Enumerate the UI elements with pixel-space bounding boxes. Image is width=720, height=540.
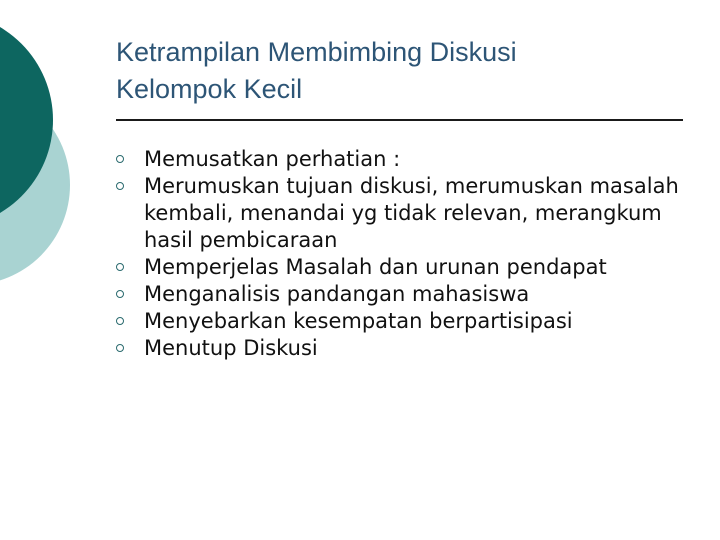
hollow-circle-bullet-icon bbox=[116, 263, 124, 271]
title-divider bbox=[116, 119, 683, 121]
hollow-circle-bullet-icon bbox=[116, 155, 124, 163]
bullet-text: Merumuskan tujuan diskusi, merumuskan masalah kembali, menandai yg tidak relevan, merangkum hasil pembicaraan bbox=[144, 174, 679, 252]
bullet-item bbox=[112, 254, 692, 281]
decorative-circles bbox=[0, 0, 120, 300]
bullet-item bbox=[112, 173, 692, 254]
bullet-list bbox=[112, 146, 692, 362]
bullet-text: Menyebarkan kesempatan berpartisipasi bbox=[144, 309, 573, 333]
hollow-circle-bullet-icon bbox=[116, 317, 124, 325]
bullet-text: Memperjelas Masalah dan urunan pendapat bbox=[144, 255, 607, 279]
title-line-2: Kelompok Kecil bbox=[116, 74, 303, 104]
bullet-text: Menganalisis pandangan mahasiswa bbox=[144, 282, 530, 306]
title-line-1: Ketrampilan Membimbing Diskusi bbox=[116, 37, 517, 67]
bullet-text: Menutup Diskusi bbox=[144, 336, 318, 360]
bullet-item bbox=[112, 146, 692, 173]
slide-title bbox=[116, 34, 676, 108]
bullet-item bbox=[112, 308, 692, 335]
bullet-item bbox=[112, 335, 692, 362]
hollow-circle-bullet-icon bbox=[116, 344, 124, 352]
bullet-item bbox=[112, 281, 692, 308]
bullet-text: Memusatkan perhatian : bbox=[144, 147, 401, 171]
hollow-circle-bullet-icon bbox=[116, 182, 124, 190]
hollow-circle-bullet-icon bbox=[116, 290, 124, 298]
